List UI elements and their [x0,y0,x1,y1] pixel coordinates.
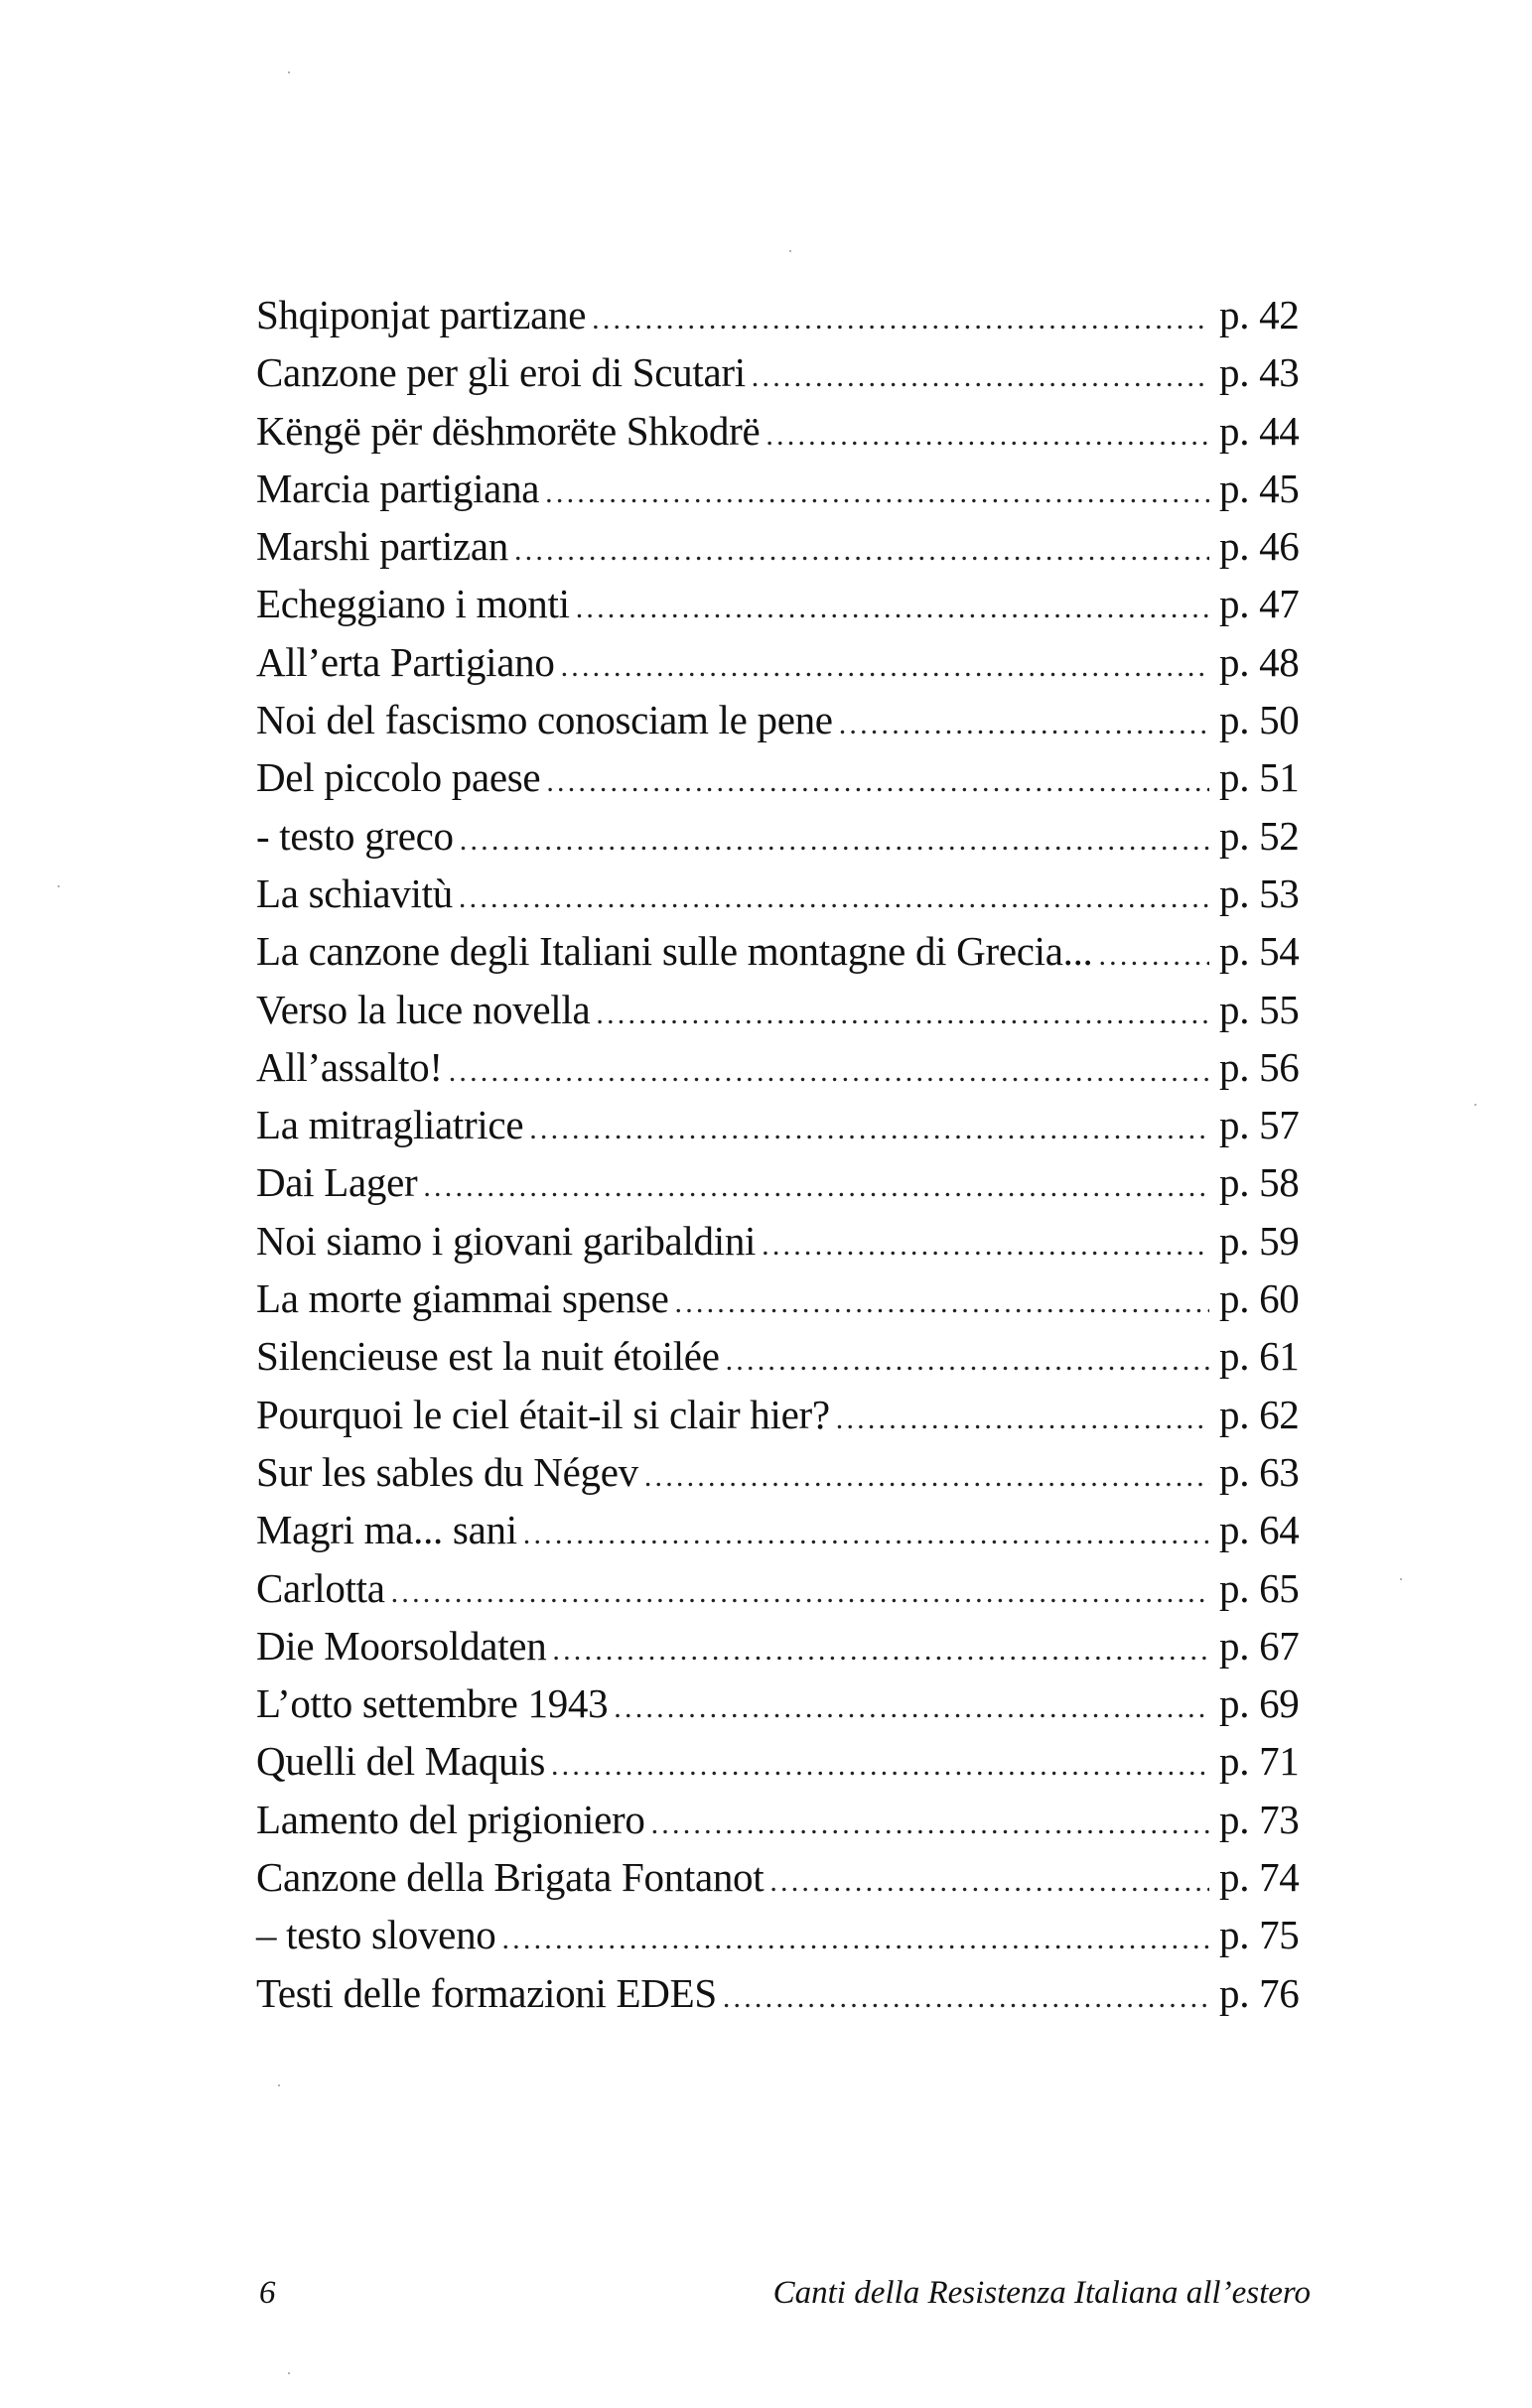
toc-entry [256,1212,1311,1270]
dot-leader [723,1969,1209,2027]
toc-entry [256,922,1311,980]
dot-leader [651,1796,1209,1853]
toc-entry-title: Lamento del prigioniero [256,1796,645,1842]
dot-leader [614,1679,1209,1737]
scan-speck [288,71,290,73]
toc-entry-page: p. 52 [1219,812,1300,859]
toc-entry-page: p. 73 [1219,1796,1300,1842]
toc-entry-title: Carlotta [256,1564,385,1611]
toc-entry-title: Noi del fascismo conosciam le pene [256,697,833,743]
dot-leader [762,1217,1209,1274]
toc-entry-page: p. 45 [1219,465,1300,511]
dot-leader [644,1448,1209,1506]
toc-entry [256,460,1311,517]
toc-entry [256,343,1311,401]
toc-entry-title: - testo greco [256,812,454,859]
toc-entry [256,575,1311,632]
dot-leader [514,522,1209,580]
dot-leader [675,1274,1210,1332]
toc-entry-page: p. 61 [1219,1333,1300,1380]
toc-entry [256,402,1311,460]
toc-entry [256,1386,1311,1443]
toc-entry-title: La mitragliatrice [256,1102,524,1148]
dot-leader [839,696,1209,753]
toc-entry [256,1848,1311,1906]
scan-speck [1474,1104,1476,1106]
page-footer [256,2263,1311,2323]
toc-entry-page: p. 42 [1219,292,1300,337]
toc-entry-page: p. 44 [1219,407,1300,454]
toc-entry [256,1443,1311,1501]
toc-entry-title: All’erta Partigiano [256,638,555,685]
toc-entry [256,1674,1311,1732]
toc-entry-page: p. 43 [1219,349,1300,396]
scan-speck [789,250,791,252]
toc-entry [256,517,1311,575]
toc-entry [256,1327,1311,1385]
dot-leader [551,1737,1209,1795]
toc-entry [256,865,1311,922]
dot-leader [391,1564,1209,1622]
dot-leader [726,1332,1209,1390]
toc-entry-page: p. 69 [1219,1680,1300,1727]
toc-entry-title: Magri ma... sani [256,1507,517,1553]
toc-entry-title: Quelli del Maquis [256,1738,545,1785]
toc-entry-title: Silencieuse est la nuit étoilée [256,1333,720,1380]
toc-entry [256,1559,1311,1617]
toc-entry-title: La schiavitù [256,870,453,916]
toc-entry-title: L’otto settembre 1943 [256,1680,609,1727]
toc-entry-title: Sur les sables du Négev [256,1448,638,1495]
toc-entry-title: Këngë për dëshmorëte Shkodrë [256,407,761,454]
toc-entry-page: p. 60 [1219,1275,1300,1322]
toc-entry-page: p. 47 [1219,581,1300,627]
toc-entry-page: p. 63 [1219,1448,1300,1495]
toc-entry [256,807,1311,865]
toc-entry-page: p. 65 [1219,1564,1300,1611]
dot-leader [592,291,1209,348]
dot-leader [459,870,1209,927]
toc-entry [256,1617,1311,1674]
dot-leader [545,465,1209,522]
toc-entry-page: p. 67 [1219,1622,1300,1669]
toc-entry [256,1732,1311,1790]
toc-entry [256,1501,1311,1558]
toc-entry [256,286,1311,343]
toc-entry-title: Shqiponjat partizane [256,292,587,337]
toc-entry-page: p. 54 [1219,928,1300,975]
dot-leader [1098,927,1209,985]
toc-entry-title: Testi delle formazioni EDES [256,1969,717,2016]
toc-entry-title: Pourquoi le ciel était-il si clair hier? [256,1391,830,1437]
toc-entry-title: Dai Lager [256,1159,418,1206]
toc-entry [256,1906,1311,1963]
toc-entry-page: p. 46 [1219,523,1300,570]
dot-leader [529,1101,1209,1158]
toc-entry-page: p. 75 [1219,1912,1300,1958]
toc-entry-title: Echeggiano i monti [256,581,570,627]
dot-leader [423,1158,1209,1216]
toc-entry-page: p. 59 [1219,1217,1300,1264]
toc-entry [256,1096,1311,1153]
toc-entry-title: Del piccolo paese [256,754,541,801]
toc-entry-title: Noi siamo i giovani garibaldini [256,1217,757,1264]
toc-entry-title: La morte giammai spense [256,1275,669,1322]
toc-entry-page: p. 71 [1219,1738,1300,1785]
toc-entry-page: p. 62 [1219,1391,1300,1437]
toc-entry-page: p. 51 [1219,754,1300,801]
toc-entry-page: p. 56 [1219,1043,1300,1090]
toc-entry-page: p. 74 [1219,1854,1300,1901]
footer-page-number: 6 [259,2275,276,2311]
dot-leader [752,348,1209,406]
toc-entry [256,1270,1311,1327]
dot-leader [546,753,1209,811]
dot-leader [523,1506,1209,1563]
toc-entry-title: Marcia partigiana [256,465,540,511]
scan-speck [288,2372,290,2374]
table-of-contents [256,286,1311,2022]
scan-speck [1400,1578,1402,1580]
dot-leader [449,1043,1209,1101]
toc-entry-title: Marshi partizan [256,523,508,570]
dot-leader [552,1622,1209,1679]
toc-entry-page: p. 76 [1219,1969,1300,2016]
toc-entry-title: Canzone della Brigata Fontanot [256,1854,765,1901]
toc-entry-page: p. 48 [1219,638,1300,685]
toc-entry-page: p. 64 [1219,1507,1300,1553]
toc-entry-page: p. 55 [1219,986,1300,1032]
footer-book-title: Canti della Resistenza Italiana all’estero [772,2275,1311,2311]
toc-entry [256,1038,1311,1096]
toc-entry-title: – testo sloveno [256,1912,496,1958]
toc-entry [256,1153,1311,1211]
dot-leader [596,986,1209,1043]
toc-entry-page: p. 53 [1219,870,1300,916]
toc-entry-page: p. 58 [1219,1159,1300,1206]
dot-leader [576,580,1209,637]
dot-leader [766,407,1209,465]
dot-leader [836,1391,1209,1448]
toc-entry-title: Verso la luce novella [256,986,591,1032]
toc-entry [256,691,1311,748]
scan-speck [278,2084,280,2086]
toc-entry-title: All’assalto! [256,1043,443,1090]
dot-leader [501,1911,1209,1968]
dot-leader [460,812,1209,870]
toc-entry [256,633,1311,691]
scan-speck [58,885,60,887]
toc-entry [256,981,1311,1038]
dot-leader [561,638,1209,696]
toc-entry-title: Die Moorsoldaten [256,1622,547,1669]
toc-entry-page: p. 57 [1219,1102,1300,1148]
toc-entry-page: p. 50 [1219,697,1300,743]
toc-entry-title: Canzone per gli eroi di Scutari [256,349,746,396]
toc-entry [256,1964,1311,2022]
toc-entry-title: La canzone degli Italiani sulle montagne di Grecia... [256,928,1093,975]
toc-entry [256,748,1311,806]
dot-leader [769,1853,1209,1911]
toc-entry [256,1791,1311,1848]
